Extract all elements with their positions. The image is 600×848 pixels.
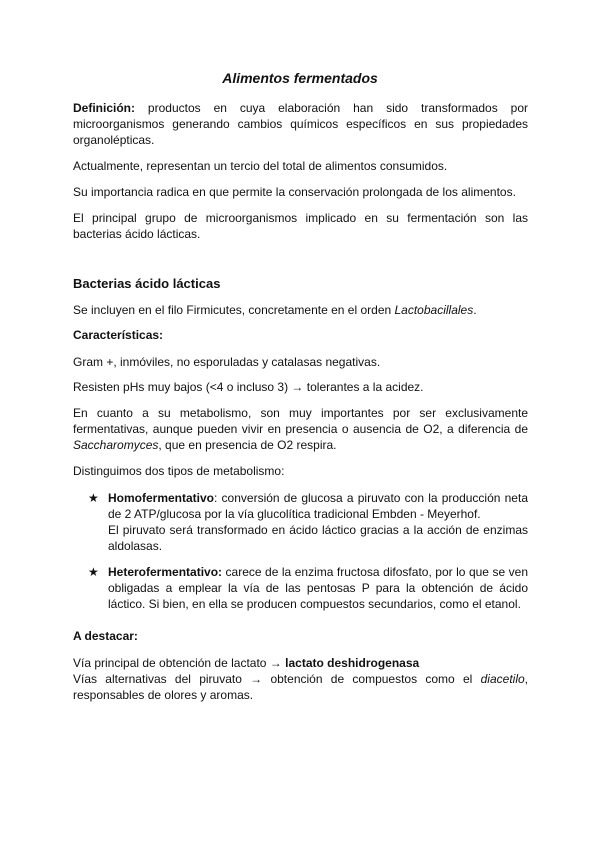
- intro-italic: Lactobacillales: [394, 303, 474, 317]
- highlight-line-2: [73, 671, 528, 703]
- metabolism-text-a: En cuanto a su metabolismo, son muy importantes por ser exclusivamente fermentativas, aunque pueden vivir en presencia o ausencia de O2, a diferencia de: [73, 406, 528, 436]
- highlight-heading: A destacar:: [73, 629, 138, 643]
- metabolism-paragraph: [73, 405, 528, 453]
- homo-label: Homofermentativo: [108, 491, 215, 505]
- definition-text: productos en cuya elaboración han sido transformados por microorganismos generando cambios químicos específicos en sus propiedades organolépticas.: [73, 101, 528, 147]
- section-heading: Bacterias ácido lácticas: [73, 276, 221, 291]
- highlight-line2-text: Vías alternativas del piruvato → obtención de compuestos como el: [73, 672, 481, 686]
- metabolism-text-b: , que en presencia de O2 respira.: [158, 438, 337, 452]
- characteristic-2: Resisten pHs muy bajos (<4 o incluso 3) → tolerantes a la acidez.: [73, 380, 424, 394]
- hetero-text: carece de la enzima fructosa difosfato, por lo que se ven obligadas a emplear la vía de las pentosas P para la obtención de ácido láctico. Si bien, en ella se producen compuestos secundarios, como el etanol.: [108, 565, 528, 611]
- heterofermentative-item: [108, 564, 528, 612]
- highlight-line1-text: Vía principal de obtención de lactato →: [73, 656, 286, 670]
- section-intro: [73, 302, 528, 318]
- metabolism-types-intro: Distinguimos dos tipos de metabolismo:: [73, 464, 285, 478]
- definition-paragraph: [73, 100, 528, 148]
- homo-text: : conversión de glucosa a piruvato con la producción neta de 2 ATP/glucosa por la vía glucolítica tradicional Embden - Meyerhof.: [108, 491, 528, 521]
- intro-end: .: [473, 303, 477, 317]
- metabolism-italic: Saccharomyces: [73, 438, 159, 452]
- document-title: Alimentos fermentados: [222, 70, 378, 86]
- paragraph-importance: Su importancia radica en que permite la conservación prolongada de los alimentos.: [73, 185, 516, 199]
- star-bullet-icon: ★: [88, 491, 99, 505]
- highlight-line2-italic: diacetilo: [480, 672, 525, 686]
- highlight-line1-bold: lactato deshidrogenasa: [285, 656, 420, 670]
- paragraph-proportion: Actualmente, representan un tercio del total de alimentos consumidos.: [73, 159, 448, 173]
- star-bullet-icon: ★: [88, 565, 99, 579]
- characteristic-1: Gram +, inmóviles, no esporuladas y catalasas negativas.: [73, 355, 381, 369]
- characteristics-heading: Características:: [73, 328, 164, 342]
- homofermentative-item: [108, 490, 528, 554]
- intro-text: Se incluyen en el filo Firmicutes, concretamente en el orden: [73, 303, 395, 317]
- highlight-line-1: [73, 655, 528, 671]
- paragraph-main-group: El principal grupo de microorganismos implicado en su fermentación son las bacterias ácido lácticas.: [73, 211, 528, 241]
- homo-text-2: El piruvato será transformado en ácido láctico gracias a la acción de enzimas aldolasas.: [108, 523, 528, 553]
- highlight-line2-end: , responsables de olores y aromas.: [73, 672, 528, 702]
- definition-label: Definición:: [73, 101, 135, 115]
- hetero-label: Heterofermentativo:: [108, 565, 223, 579]
